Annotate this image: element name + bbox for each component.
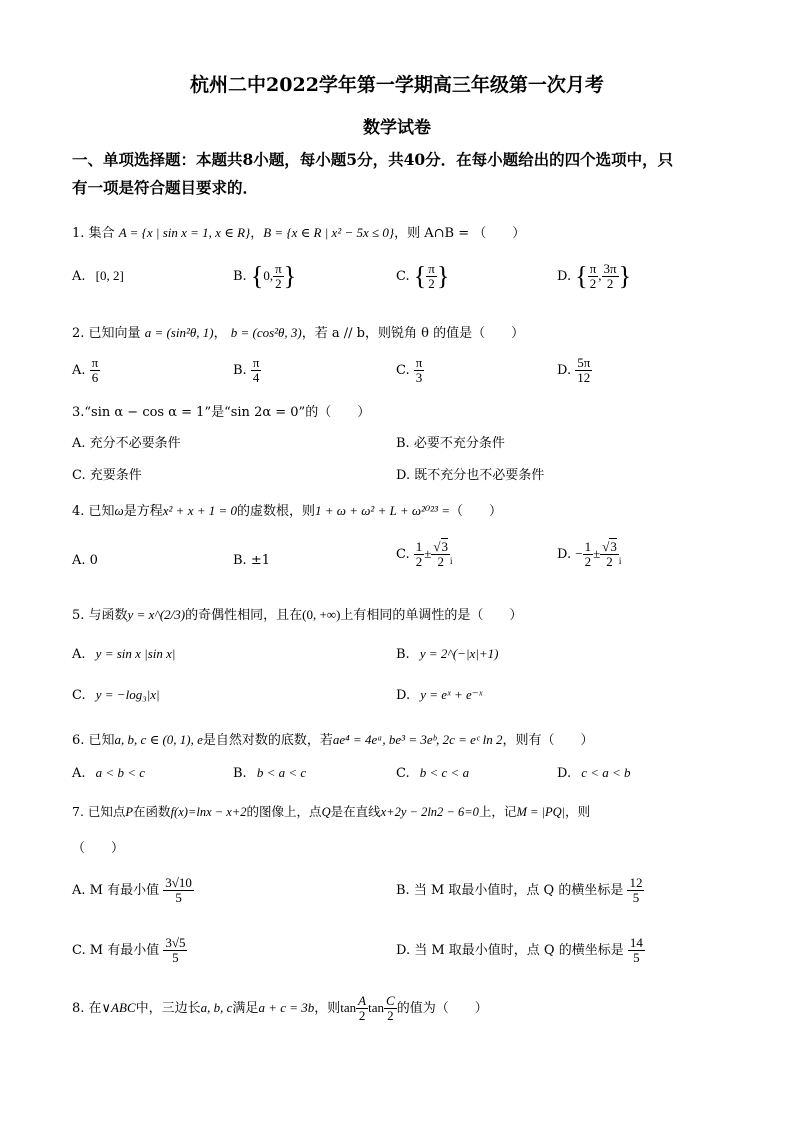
question-6-stem — [72, 729, 593, 748]
q6-option-a-value: a < b < c — [95, 765, 145, 780]
section-heading-line1: 一、单项选择题：本题共8小题，每小题5分，共40分．在每小题给出的四个选项中，只 — [72, 150, 674, 169]
q4-suffix: （ ） — [449, 504, 502, 519]
q1-d-brace-close: } — [618, 261, 632, 291]
q2-option-c — [396, 356, 424, 385]
q4-prefix: 4. 已知 — [72, 504, 115, 519]
q7-point-p: P — [125, 805, 134, 819]
q8-vars: a, b, c — [200, 1000, 233, 1015]
q4-option-a: A. 0 — [72, 553, 98, 568]
q8-frac-a: $\frac{A}{2}$ — [358, 993, 367, 1023]
q6-option-d — [557, 765, 631, 781]
q8-suffix: 的值为（ ） — [396, 1001, 488, 1016]
question-7-stem — [72, 802, 590, 820]
q4-mid2: 的虚数根，则 — [237, 504, 316, 519]
exam-subtitle: 数学试卷 — [363, 118, 431, 138]
q8-tan-1: tan — [340, 1000, 357, 1015]
question-3-stem: 3.“sin α − cos α = 1”是“sin 2α = 0”的（ ） — [72, 405, 371, 420]
q4-sum: 1 + ω + ω² + L + ω²⁰²³ = — [315, 503, 450, 518]
q5-option-c — [72, 687, 160, 703]
q7-stem-line2: （ ） — [72, 841, 125, 856]
q6-option-b-label: B. — [233, 766, 247, 781]
exam-title: 杭州二中2022学年第一学期高三年级第一次月考 — [190, 74, 604, 96]
q4-c-root: $\frac{√3}{2}$ — [433, 539, 449, 569]
q6-option-c — [396, 765, 469, 781]
q1-option-a-value: [0, 2] — [95, 268, 124, 283]
q2-vec-a: a = (sin²θ, 1) — [144, 325, 214, 340]
q7-option-a — [72, 876, 194, 905]
question-5-stem — [72, 604, 522, 623]
q2-option-a-frac: $\frac{\pi}{6}$ — [91, 355, 99, 385]
q7-option-c — [72, 936, 187, 965]
q6-suffix: ，则有（ ） — [502, 733, 594, 748]
q1-c-brace-close: } — [436, 261, 450, 291]
q3-option-c: C. 充要条件 — [72, 468, 142, 483]
q1-d-frac2: $\frac{3\pi}{2}$ — [603, 261, 617, 291]
q5-func: y = x^(2/3) — [127, 607, 186, 622]
q1-option-d: D. { $\frac{\pi}{2}$ , $\frac{3\pi}{2}$ } — [557, 261, 632, 291]
question-2-stem: 2. 已知向量 a = (sin²θ, 1)， b = (cos²θ, 3)，若 a // b，则锐角 θ 的值是（ ） — [72, 325, 525, 341]
q7-then: ，则 — [565, 804, 591, 819]
q1-option-b — [233, 262, 296, 291]
q4-omega: ω — [114, 503, 124, 518]
q6-mid: 是自然对数的底数，若 — [202, 733, 333, 748]
q1-option-a-label: A. — [72, 269, 86, 284]
q1-option-a — [72, 268, 124, 284]
q1-b-brace-close: } — [283, 261, 297, 291]
q7-in-func: 在函数 — [133, 804, 171, 819]
q7-option-b — [396, 876, 644, 905]
q7-on-line: 是在直线 — [330, 804, 381, 819]
q1-b-brace-open: { — [250, 261, 264, 291]
q1-d-frac1: $\frac{\pi}{2}$ — [589, 261, 597, 291]
q8-mid3: ，则 — [314, 1001, 341, 1016]
q7-option-b-label: B. 当 M 取最小值时，点 Q 的横坐标是 — [396, 883, 624, 898]
q5-option-a — [72, 646, 176, 662]
q1-d-brace-open: { — [575, 261, 588, 291]
q3-option-d: D. 既不充分也不必要条件 — [396, 468, 545, 483]
q6-vars: a, b, c ∈ (0, 1), e — [114, 732, 203, 747]
q5-option-c-label: C. — [72, 688, 86, 703]
q8-tan-2: tan — [368, 1000, 385, 1015]
q2-option-d-frac: $\frac{5\pi}{12}$ — [577, 355, 591, 385]
q4-d-half: $\frac{1}{2}$ — [584, 539, 592, 569]
question-4-stem — [72, 500, 502, 519]
q4-option-d-label: D. — [557, 547, 572, 562]
q4-d-root: $\frac{√3}{2}$ — [602, 539, 617, 569]
q8-mid2: 满足 — [232, 1001, 259, 1016]
q7-func: f(x)=lnx − x+2 — [170, 805, 247, 819]
q7-prefix: 7. 已知点 — [72, 804, 126, 819]
q8-prefix: 8. 在 — [72, 1001, 102, 1016]
q4-mid: 是方程 — [123, 504, 163, 519]
q5-option-b-value: y = 2^(−|x|+1) — [419, 646, 499, 661]
q7-option-a-frac: $\frac{3√10}{5}$ — [165, 875, 192, 905]
q7-option-d — [396, 936, 645, 965]
q4-option-d: D. − $\frac{1}{2}$ ± $\frac{√3}{2}$ $_i$ — [557, 539, 622, 569]
q1-prefix: 1. 集合 — [72, 226, 115, 241]
q5-option-d-value: y = eˣ + e⁻ˣ — [420, 687, 483, 702]
q2-option-d-label: D. — [557, 363, 572, 378]
q8-mid: 中，三边长 — [135, 1001, 201, 1016]
q8-frac-c: $\frac{C}{2}$ — [386, 993, 395, 1023]
q6-cond: ae⁴ = 4eᵃ, be³ = 3eᵇ, 2c = eᶜ ln 2 — [332, 732, 503, 747]
q1-set-b: B = {x ∈ R | x² − 5x ≤ 0} — [263, 225, 395, 240]
q2-vec-b: b = (cos²θ, 3) — [230, 325, 302, 340]
q6-option-a-label: A. — [72, 766, 86, 781]
q8-cond: a + c = 3b — [258, 1000, 315, 1015]
q7-m-def: M = |PQ| — [516, 805, 566, 819]
q6-option-c-value: b < c < a — [419, 765, 470, 780]
question-1-stem — [72, 222, 525, 241]
q4-c-half: $\frac{1}{2}$ — [415, 539, 423, 569]
q7-option-c-frac: $\frac{3√5}{5}$ — [165, 935, 186, 965]
q2-option-c-label: C. — [396, 363, 410, 378]
q1-suffix: ，则 A∩B = （ ） — [394, 226, 526, 241]
q2-option-b-frac: $\frac{\pi}{4}$ — [252, 355, 260, 385]
q7-option-d-frac: $\frac{14}{5}$ — [629, 935, 643, 965]
q1-c-frac: $\frac{\pi}{2}$ — [428, 261, 435, 291]
q1-c-brace-open: { — [413, 261, 427, 291]
q5-option-a-label: A. — [72, 647, 86, 662]
q2-option-b — [233, 356, 261, 385]
q8-triangle: ∨ABC — [101, 1000, 136, 1015]
q2-option-d — [557, 356, 592, 385]
section-heading — [72, 146, 722, 202]
q7-option-a-label: A. M 有最小值 — [72, 883, 160, 898]
question-8-stem — [72, 994, 488, 1023]
q6-option-d-value: c < a < b — [581, 765, 631, 780]
q7-option-d-label: D. 当 M 取最小值时，点 Q 的横坐标是 — [396, 943, 624, 958]
q5-option-a-value: y = sin x |sin x| — [95, 646, 176, 661]
q6-option-a — [72, 765, 145, 781]
q1-set-a: A = {x | sin x = 1, x ∈ R} — [118, 225, 251, 240]
q5-suffix: 上有相同的单调性的是（ ） — [340, 608, 523, 623]
q5-interval: (0, +∞) — [302, 607, 341, 622]
q6-option-b-value: b < a < c — [256, 765, 307, 780]
q2-option-a-label: A. — [72, 363, 86, 378]
q1-option-c-label: C. — [396, 269, 410, 284]
q4-option-c: C. $\frac{1}{2}$ ± $\frac{√3}{2}$ $_i$ — [396, 539, 453, 569]
q7-line-eq: x+2y − 2ln2 − 6=0 — [380, 805, 479, 819]
q7-option-c-label: C. M 有最小值 — [72, 943, 160, 958]
q2-option-b-label: B. — [233, 363, 247, 378]
q6-option-c-label: C. — [396, 766, 410, 781]
q1-b-zero: 0, — [263, 268, 274, 283]
q3-option-b: B. 必要不充分条件 — [396, 436, 505, 451]
q2-cond: ，若 a // b，则锐角 θ 的值是（ ） — [301, 326, 525, 341]
q1-option-d-label: D. — [557, 269, 572, 284]
q5-option-b — [396, 646, 498, 662]
q3-option-a: A. 充分不必要条件 — [72, 436, 181, 451]
q6-option-d-label: D. — [557, 766, 572, 781]
q4-option-b: B. ±1 — [233, 553, 270, 568]
q2-prefix: 2. 已知向量 — [72, 326, 141, 341]
q2-option-a — [72, 356, 100, 385]
q7-on-image: 的图像上，点 — [246, 804, 322, 819]
q2-option-c-frac: $\frac{\pi}{3}$ — [415, 355, 423, 385]
q7-option-b-frac: $\frac{12}{5}$ — [629, 875, 643, 905]
q1-b-frac: $\frac{\pi}{2}$ — [275, 261, 282, 291]
q6-option-b — [233, 765, 306, 781]
q5-option-b-label: B. — [396, 647, 410, 662]
q7-on: 上，记 — [478, 804, 517, 819]
section-heading-line2: 有一项是符合题目要求的． — [72, 178, 259, 197]
q1-option-b-label: B. — [233, 269, 247, 284]
q1-sep: ， — [250, 226, 264, 241]
q6-prefix: 6. 已知 — [72, 733, 115, 748]
q5-option-c-value: y = −log₃|x| — [95, 687, 160, 702]
q5-option-d — [396, 687, 482, 703]
q7-point-q: Q — [321, 805, 331, 819]
q5-mid: 的奇偶性相同，且在 — [185, 608, 303, 623]
q5-option-d-label: D. — [396, 688, 411, 703]
q4-option-c-label: C. — [396, 547, 410, 562]
q4-equation: x² + x + 1 = 0 — [162, 503, 238, 518]
q1-option-c — [396, 262, 449, 291]
q5-prefix: 5. 与函数 — [72, 608, 128, 623]
